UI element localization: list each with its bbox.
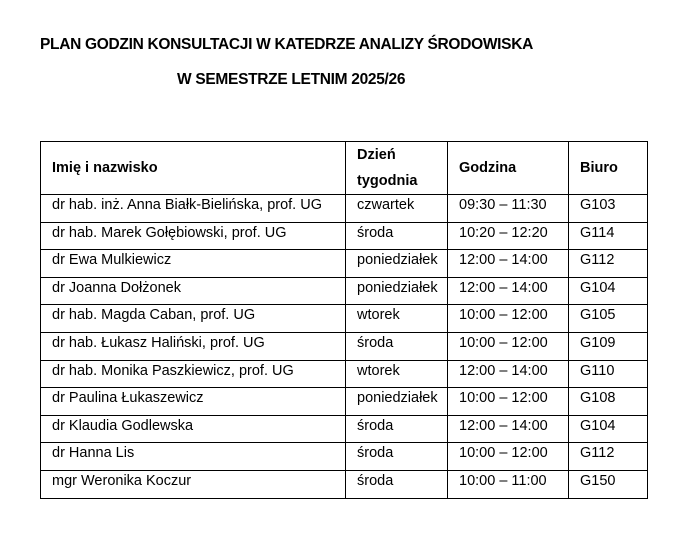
header-name: Imię i nazwisko [41,142,346,195]
header-day [346,142,448,195]
cell-office: G112 [569,443,648,471]
cell-hours: 12:00 – 14:00 [448,415,569,443]
cell-name: dr Klaudia Godlewska [41,415,346,443]
cell-hours: 09:30 – 11:30 [448,195,569,223]
cell-hours: 10:20 – 12:20 [448,222,569,250]
cell-day: środa [346,443,448,471]
cell-day: poniedziałek [346,250,448,278]
cell-name: dr hab. Monika Paszkiewicz, prof. UG [41,360,346,388]
cell-office: G105 [569,305,648,333]
table-row [41,360,648,388]
cell-name: dr hab. inż. Anna Białk-Bielińska, prof. UG [41,195,346,223]
cell-name: mgr Weronika Koczur [41,470,346,498]
cell-hours: 10:00 – 11:00 [448,470,569,498]
document-subtitle: W SEMESTRZE LETNIM 2025/26 [177,71,406,88]
header-day-line2: tygodnia [357,173,418,189]
cell-office: G109 [569,332,648,360]
cell-hours: 12:00 – 14:00 [448,250,569,278]
table-row [41,470,648,498]
cell-day: poniedziałek [346,277,448,305]
cell-name: dr Paulina Łukaszewicz [41,388,346,416]
cell-hours: 10:00 – 12:00 [448,388,569,416]
table-row [41,415,648,443]
cell-hours: 12:00 – 14:00 [448,277,569,305]
cell-day: środa [346,415,448,443]
document-title: PLAN GODZIN KONSULTACJI W KATEDRZE ANALIZY ŚRODOWISKA [40,36,534,53]
header-day-line1: Dzień [357,147,396,163]
cell-day: środa [346,222,448,250]
table-row [41,305,648,333]
cell-name: dr hab. Marek Gołębiowski, prof. UG [41,222,346,250]
cell-name: dr Hanna Lis [41,443,346,471]
table-row [41,277,648,305]
cell-hours: 10:00 – 12:00 [448,443,569,471]
cell-day: środa [346,332,448,360]
cell-hours: 10:00 – 12:00 [448,332,569,360]
header-office: Biuro [569,142,648,195]
cell-name: dr hab. Łukasz Haliński, prof. UG [41,332,346,360]
table-row [41,443,648,471]
cell-office: G104 [569,415,648,443]
cell-office: G108 [569,388,648,416]
table-row [41,195,648,223]
cell-day: wtorek [346,360,448,388]
cell-day: wtorek [346,305,448,333]
cell-office: G103 [569,195,648,223]
cell-hours: 10:00 – 12:00 [448,305,569,333]
cell-office: G110 [569,360,648,388]
table-row [41,250,648,278]
table-row [41,222,648,250]
cell-name: dr Joanna Dołżonek [41,277,346,305]
cell-office: G104 [569,277,648,305]
cell-day: poniedziałek [346,388,448,416]
table-row [41,332,648,360]
cell-office: G112 [569,250,648,278]
cell-name: dr hab. Magda Caban, prof. UG [41,305,346,333]
cell-day: czwartek [346,195,448,223]
cell-office: G150 [569,470,648,498]
table-row [41,388,648,416]
table-header-row [41,142,648,195]
cell-day: środa [346,470,448,498]
cell-hours: 12:00 – 14:00 [448,360,569,388]
cell-name: dr Ewa Mulkiewicz [41,250,346,278]
cell-office: G114 [569,222,648,250]
consultation-table [40,141,648,499]
header-hours: Godzina [448,142,569,195]
